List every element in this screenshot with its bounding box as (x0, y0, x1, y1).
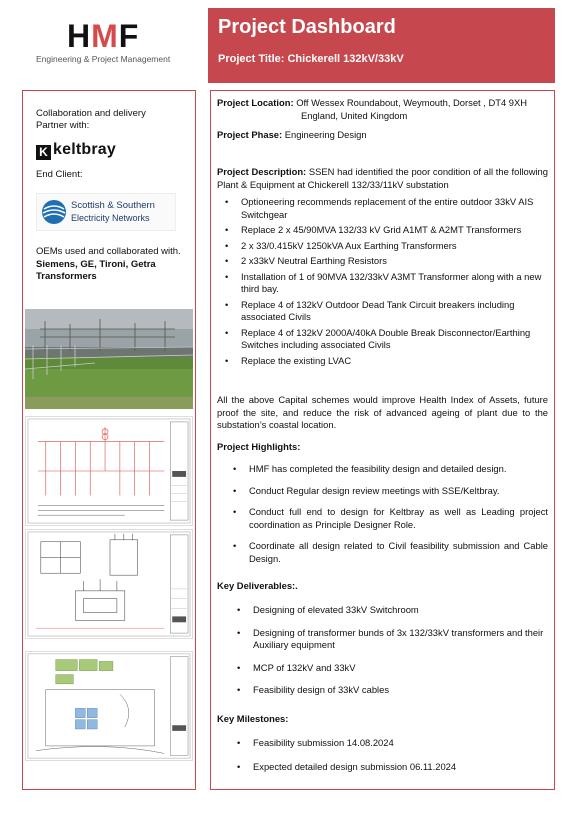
sse-name-line1: Scottish & Southern (71, 200, 155, 211)
sse-logo (36, 193, 176, 231)
list-item: • Installation of 1 of 90MVA 132/33kV A3MT Transformer along with a new third bay. (225, 270, 542, 294)
description-label: Project Description: (217, 166, 307, 177)
list-item: • Replace the existing LVAC (225, 354, 352, 366)
logo-mark: HMF (67, 18, 140, 54)
phase-block (217, 129, 548, 142)
summary-text: All the above Capital schemes would improve Health Index of Assets, future proof the site, and reduce the risk of advanced ageing of plant due to the substation’s coastal location. (217, 394, 548, 430)
list-item: • Feasibility submission 14.08.2024 (237, 737, 394, 748)
list-item: • Conduct Regular design review meetings with SSE/Keltbray. (233, 484, 500, 496)
page-title: Project Dashboard (218, 16, 396, 38)
deliverables-list (229, 604, 548, 697)
location-value-line2: England, United Kingdom (301, 110, 408, 121)
substation-photo (25, 309, 193, 409)
list-item: • Conduct full end to design for Keltbray as well as Leading project coordination as Principle Designer Role. (233, 506, 548, 530)
list-item: • HMF has completed the feasibility design and detailed design. (233, 463, 507, 474)
list-item: • 2 x33kV Neutral Earthing Resistors (225, 255, 387, 266)
list-item: • Replace 2 x 45/90MVA 132/33 kV Grid A1MT & A2MT Transformers (225, 224, 522, 235)
single-line-diagram (25, 416, 193, 526)
list-item: • Designing of elevated 33kV Switchroom (237, 604, 419, 615)
partner-label: Collaboration and delivery Partner with: (36, 108, 146, 131)
description-text: SSEN had identified the poor condition of all the following Plant & Equipment at Chickerell 132/33/11kV substation (217, 166, 548, 190)
sse-globe-icon (41, 199, 67, 225)
sse-name-line2: Electricity Networks (71, 213, 150, 223)
milestones-list (229, 737, 548, 773)
phase-value: Engineering Design (284, 129, 367, 140)
list-item: • Feasibility design of 33kV cables (237, 684, 390, 695)
list-item: • Optioneering recommends replacement of the entire outdoor 33kV AIS Switchgear (225, 196, 534, 220)
location-value: Off Wessex Roundabout, Weymouth, Dorset , DT4 9XH (296, 97, 528, 108)
oems-label: OEMs used and collaborated with. (36, 246, 181, 257)
list-item: • Expected detailed design submission 06.11.2024 (237, 760, 457, 772)
list-item: • MCP of 132kV and 33kV (237, 661, 356, 673)
milestones-heading: Key Milestones: (217, 713, 289, 724)
description-list (217, 196, 546, 367)
keltbray-logo: K keltbray (36, 141, 116, 160)
location-block (217, 97, 548, 110)
site-layout-drawing (25, 651, 193, 761)
oems-names: Siemens, GE, Tironi, Getra Transformers (36, 259, 156, 282)
client-label: End Client: (36, 169, 83, 180)
project-title: Project Title: Chickerell 132kV/33kV (218, 53, 404, 65)
logo-tagline: Engineering & Project Management (36, 54, 171, 64)
location-label: Project Location: (217, 97, 294, 108)
transformer-drawing (25, 529, 193, 639)
list-item: • Replace 4 of 132kV 2000A/40kA Double Break Disconnector/Earthing Switches including associated Civils (225, 326, 531, 350)
deliverables-heading: Key Deliverables:. (217, 580, 298, 591)
list-item: • Replace 4 of 132kV Outdoor Dead Tank Circuit breakers including associated Civils (225, 298, 515, 322)
title-banner (208, 8, 555, 83)
right-panel (210, 90, 555, 790)
phase-label: Project Phase: (217, 129, 283, 140)
list-item: • Designing of transformer bunds of 3x 132/33kV transformers and their Auxiliary equipment (237, 626, 544, 650)
list-item: • Coordinate all design related to Civil feasibility submission and Cable Design. (233, 540, 548, 564)
company-logo (36, 20, 186, 72)
highlights-heading: Project Highlights: (217, 441, 301, 452)
left-panel (22, 90, 196, 790)
list-item: • 2 x 33/0.415kV 1250kVA Aux Earthing Transformers (225, 239, 457, 251)
highlights-list (225, 463, 548, 565)
description-block (217, 166, 548, 191)
